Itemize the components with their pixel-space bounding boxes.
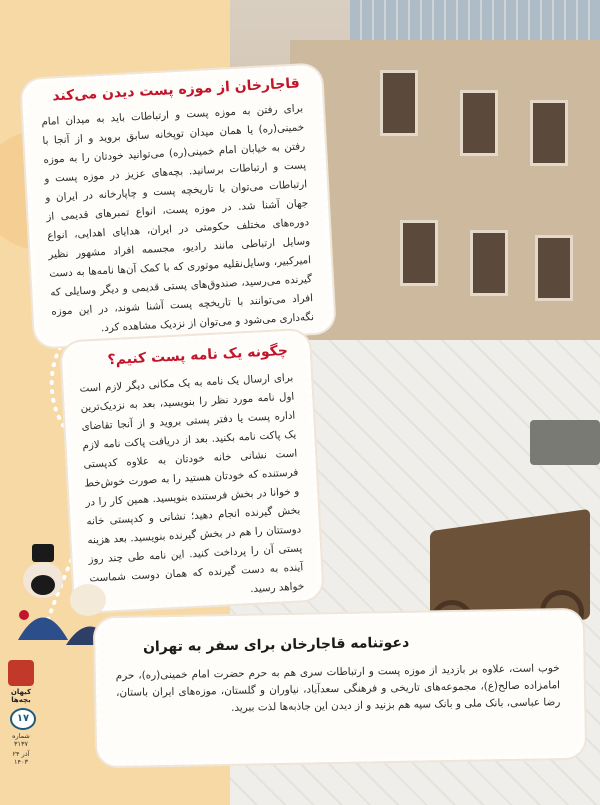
card-title: چگونه یک نامه پست کنیم؟ [107, 342, 289, 369]
card-title: قاجارخان از موزه پست دیدن می‌کند [51, 75, 301, 105]
page-number: ۱۷ [10, 708, 36, 730]
issue-label: شماره [12, 732, 30, 740]
skylight [350, 0, 600, 40]
card-body: برای ارسال یک نامه به یک مکانی دیگر لازم است اول نامه مورد نظر را بنویسید، بعد به نزدیک‌ترین اداره پست یا دفتر پستی بروید و از آنجا تقاضای یک پاکت نامه بکنید. بعد از دریافت پاکت نامه لازم است نشانی خانه خودتان به علاوه کدپستی فرستنده که خودتان هستید را به صورت خوش‌خط و خوانا در بخش فرستنده بنویسید. همین کار را در بخش گیرنده انجام دهید؛ نشانی و کدپستی خانه دوستتان را هم در بخش گیرنده بنویسید. بعد هزینه پستی آن را پرداخت کنید. این نامه طی چند روز آینده به دست گیرنده که همان دوست شماست خواهد رسید. [79, 371, 305, 596]
card-body: خوب است، علاوه بر بازدید از موزه پست و ارتباطات سری هم به حرم حضرت امام خمینی(ره)، حرم امامزاده صالح(ع)، مجموعه‌های تاریخی و فرهنگی سعدآباد، نیاوران و گلستان، موزه‌های ایران باستان، رضا عباسی، بانک ملی و بانک سپه هم بزنید و از دیدن این جاذبه‌ها لذت ببرید. [115, 662, 561, 714]
card-title: دعوتنامه قاجارخان برای سفر به تهران [142, 634, 410, 656]
page-sticker [4, 660, 38, 770]
window [380, 70, 418, 136]
window [535, 235, 573, 301]
window [470, 230, 508, 296]
issue-number: ۳۱۳۷ [14, 740, 28, 748]
issue-date: ۲۴ آذر [12, 750, 30, 758]
window [400, 220, 438, 286]
invitation-card [95, 610, 586, 766]
magazine-name: کیهان بچه‌ها [10, 688, 32, 704]
vintage-vehicle [530, 420, 600, 465]
window [460, 90, 498, 156]
issue-year: ۱۴۰۳ [14, 758, 28, 766]
museum-visit-card [21, 64, 335, 347]
window [530, 100, 568, 166]
magazine-logo-icon [8, 660, 34, 686]
card-body: برای رفتن به موزه پست و ارتباطات باید به میدان امام خمینی(ره) یا همان میدان توپخانه سابق بروید و از آنجا با رفتن به خیابان امام خمینی(ره) می‌توانید خودتان را به موزه پست و ارتباطات برسانید. بچه‌های عزیز در موزه پست و ارتباطات می‌توان با تاریخچه پست و چاپارخانه در ایران و جهان آشنا شد. در موزه پست، انواع تمبرهای قدیمی از دوره‌های مختلف حکومتی در ایران، هدایای اهدایی، انواع وسایل ارتباطی مانند رادیو، مجسمه افراد مشهور نظیر امیرکبیر، وسایل‌نقلیه موتوری که با کمک آن‌ها نامه‌ها به دست گیرنده می‌رسید، صندوق‌های پستی قدیمی و دیگر وسایلی که افراد می‌توانند با تاریخچه پست آشنا شوند، در این موزه نگه‌داری می‌شود و می‌توان از نزدیک مشاهده کرد. [41, 102, 315, 335]
